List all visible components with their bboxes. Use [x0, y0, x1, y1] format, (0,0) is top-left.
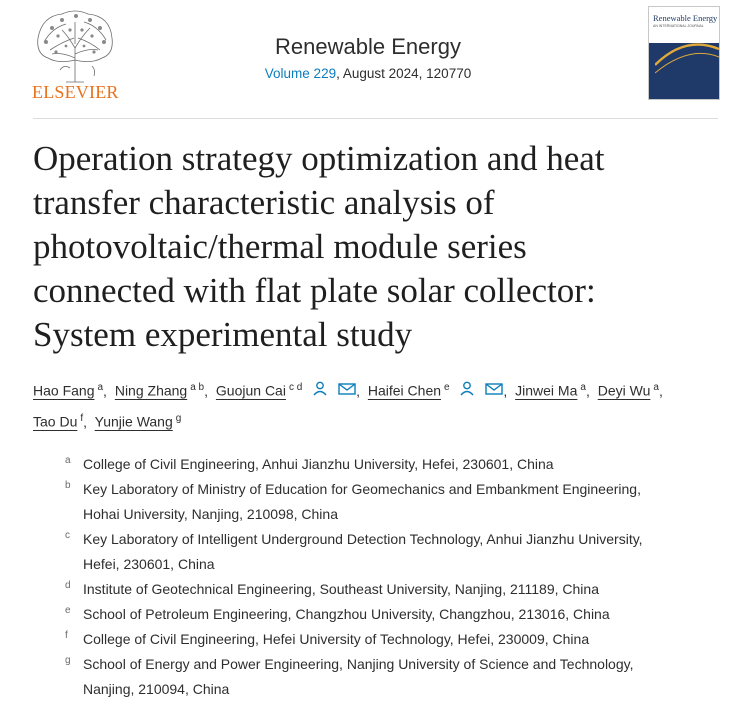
affiliation-item [62, 477, 722, 527]
author-affiliation-sup[interactable]: g [175, 413, 182, 425]
affiliation-text: Nanjing, 210094, China [83, 681, 230, 697]
affiliation-item [62, 577, 722, 602]
author-link[interactable]: Guojun Cai [215, 382, 286, 399]
title-line: photovoltaic/thermal module series [33, 227, 527, 266]
affiliation-item [62, 527, 722, 577]
affiliation-letter: d [65, 580, 71, 591]
volume-link[interactable]: Volume 229 [264, 66, 337, 81]
mail-icon[interactable] [485, 378, 503, 405]
affiliation-text: College of Civil Engineering, Hefei University of Technology, Hefei, 230009, China [83, 631, 590, 647]
affiliation-text: Key Laboratory of Ministry of Education for Geomechanics and Embankment Engineering, [83, 481, 641, 497]
author-affiliation-sup[interactable]: c d [288, 382, 303, 393]
affiliation-text: Institute of Geotechnical Engineering, Southeast University, Nanjing, 211189, China [83, 581, 599, 597]
affiliation-letter: b [65, 480, 71, 491]
author-affiliation-sup[interactable]: a [653, 382, 659, 393]
author-list [33, 374, 723, 436]
affiliation-text: School of Petroleum Engineering, Changzhou University, Changzhou, 213016, China [83, 606, 610, 622]
author-affiliation-sup[interactable]: a [580, 382, 586, 393]
affiliation-letter: e [65, 605, 71, 616]
cover-journal-name: Renewable Energy [653, 13, 718, 23]
author-line-2: Tao Du $^f$, Yunjie Wang $^g$ [33, 413, 182, 431]
author-link[interactable]: Yunjie Wang [94, 414, 173, 431]
title-line: System experimental study [33, 315, 413, 354]
author-affiliation-sup[interactable]: e [444, 382, 450, 393]
cover-journal-subtitle: AN INTERNATIONAL JOURNAL [653, 24, 704, 28]
author-affiliation-sup[interactable]: f [80, 413, 84, 425]
author-link[interactable]: Haifei Chen [367, 382, 442, 399]
affiliation-text: School of Energy and Power Engineering, Nanjing University of Science and Technology, [83, 656, 634, 672]
mail-icon[interactable] [338, 378, 356, 405]
affiliation-text: Hefei, 230601, China [83, 556, 215, 572]
affiliation-list [62, 452, 722, 702]
header-divider [33, 118, 718, 119]
author-link[interactable]: Deyi Wu [597, 382, 651, 399]
article-title [33, 137, 723, 357]
elsevier-wordmark: ELSEVIER [32, 82, 119, 102]
journal-header [0, 0, 736, 118]
person-icon[interactable] [312, 378, 328, 405]
affiliation-letter: g [65, 655, 71, 666]
author-link[interactable]: Tao Du [33, 414, 78, 431]
journal-issue-info [0, 66, 736, 81]
cover-arc-graphic [655, 35, 719, 75]
author-link[interactable]: Hao Fang [33, 382, 95, 399]
author-affiliation-sup[interactable]: a b [190, 382, 205, 393]
affiliation-item [62, 627, 722, 652]
affiliation-item [62, 452, 722, 477]
journal-cover-thumbnail[interactable] [648, 6, 720, 100]
affiliation-letter: c [65, 530, 70, 541]
title-line: transfer characteristic analysis of [33, 183, 495, 222]
affiliation-text: College of Civil Engineering, Anhui Jianzhu University, Hefei, 230601, China [83, 456, 554, 472]
author-line-1: Hao Fang $^a$, Ning Zhang $^{a b}$, Guojun Cai $^{c d}$ , Haifei Chen $^e$ , Jinwei Ma $^a$, Deyi Wu $^a$, [33, 374, 723, 405]
affiliation-letter: a [65, 455, 71, 466]
journal-title-link[interactable]: Renewable Energy [275, 34, 461, 59]
affiliation-item [62, 652, 722, 702]
author-affiliation-sup[interactable]: a [97, 382, 104, 393]
author-link[interactable]: Ning Zhang [114, 382, 188, 399]
affiliation-letter: f [65, 630, 68, 641]
affiliation-item [62, 602, 722, 627]
title-line: Operation strategy optimization and heat [33, 139, 605, 178]
person-icon[interactable] [459, 378, 475, 405]
issue-date-article-number: , August 2024, 120770 [336, 66, 472, 81]
affiliation-text: Key Laboratory of Intelligent Underground Detection Technology, Anhui Jianzhu University, [83, 531, 643, 547]
affiliation-text: Hohai University, Nanjing, 210098, China [83, 506, 338, 522]
title-line: connected with flat plate solar collector: [33, 271, 596, 310]
author-link[interactable]: Jinwei Ma [515, 382, 578, 399]
